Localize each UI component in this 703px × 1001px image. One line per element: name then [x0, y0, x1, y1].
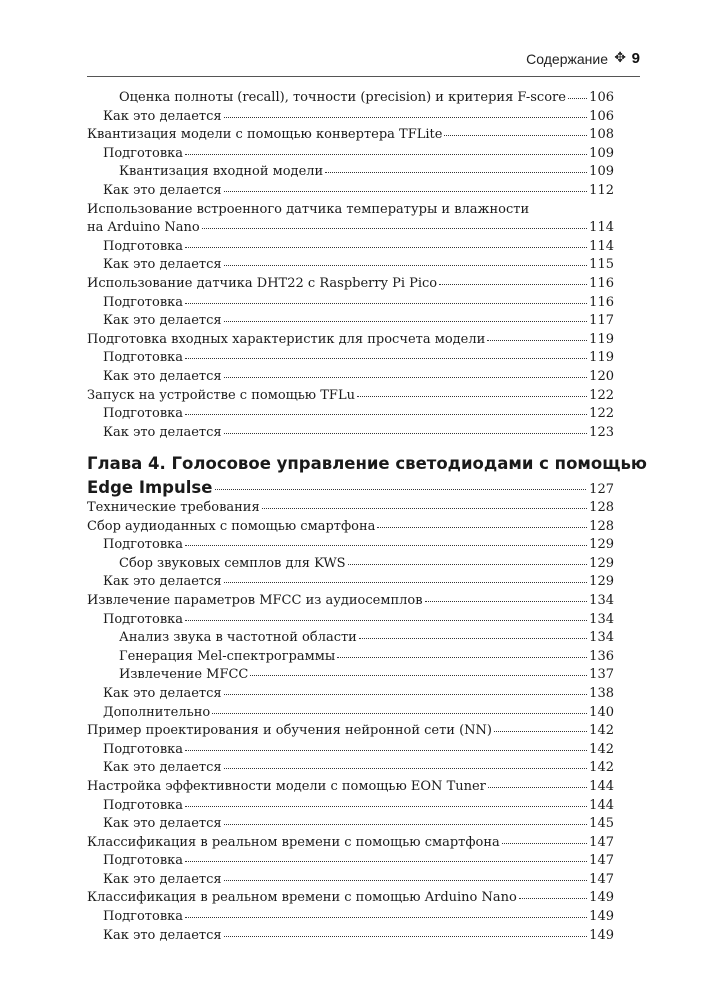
- leader-dots: [488, 787, 587, 788]
- leader-dots: [185, 303, 587, 304]
- toc-entry-page: 128: [589, 500, 614, 515]
- leader-dots: [224, 433, 588, 434]
- toc-entry-page: 120: [589, 368, 614, 384]
- toc-entry-label: Как это делается: [103, 927, 222, 943]
- toc-entry-page: 106: [589, 108, 614, 124]
- toc-entry-page: 122: [589, 387, 614, 403]
- toc-entry-page: 106: [589, 90, 614, 105]
- toc-entry-label: Сбор аудиоданных с помощью смартфона: [87, 518, 376, 534]
- toc-entry-label: Подготовка: [103, 797, 184, 813]
- toc-entry[interactable]: [87, 500, 614, 519]
- leader-dots: [185, 917, 587, 918]
- toc-entry-page: 114: [589, 238, 614, 254]
- toc-entry-label: Подготовка: [103, 238, 184, 254]
- leader-dots: [185, 620, 587, 621]
- toc-entry-label: Подготовка: [103, 853, 184, 869]
- leader-dots: [185, 358, 587, 359]
- leader-dots: [212, 713, 587, 714]
- running-header: [87, 50, 640, 72]
- toc-entry[interactable]: [87, 313, 614, 332]
- leader-dots: [337, 657, 587, 658]
- toc-entry[interactable]: [87, 686, 614, 705]
- toc-entry-page: 142: [589, 723, 614, 739]
- toc-entry-label: Подготовка: [103, 145, 184, 161]
- toc-entry[interactable]: [87, 853, 614, 872]
- leader-dots: [444, 135, 587, 136]
- toc-entry-label: Как это делается: [103, 182, 222, 198]
- toc-entry-page: 140: [589, 704, 614, 720]
- leader-dots: [224, 117, 588, 118]
- leader-dots: [425, 601, 588, 602]
- leader-dots: [502, 843, 587, 844]
- toc-entry-label: Сбор звуковых семплов для KWS: [119, 555, 346, 571]
- leader-dots: [185, 247, 587, 248]
- toc-entry-label: на Arduino Nano: [87, 220, 200, 236]
- toc-entry-label: Подготовка: [103, 741, 184, 757]
- toc-entry-page: 145: [589, 816, 614, 832]
- leader-dots: [250, 675, 587, 676]
- leader-dots: [185, 154, 587, 155]
- toc-entry-page: 109: [589, 164, 614, 180]
- leader-dots: [359, 638, 587, 639]
- toc-entry[interactable]: [87, 593, 614, 612]
- toc-entry-label: Извлечение MFCC: [119, 667, 249, 683]
- leader-dots: [494, 731, 587, 732]
- toc-entry-page: 149: [589, 927, 614, 943]
- toc-entry-label-line1: Использование встроенного датчика температуры и влажности: [87, 201, 530, 217]
- toc-entry-page: 115: [589, 257, 614, 273]
- toc-entry-label: Как это делается: [103, 257, 222, 273]
- toc-entry-label: Как это делается: [103, 424, 222, 440]
- toc-entry[interactable]: [87, 406, 614, 425]
- toc-entry-page: 129: [589, 555, 614, 571]
- leader-dots: [224, 321, 588, 322]
- leader-dots: [185, 414, 587, 415]
- toc-entry[interactable]: [87, 909, 614, 928]
- toc-entry[interactable]: [87, 556, 614, 575]
- toc-entry-label: Как это делается: [103, 108, 222, 124]
- toc-entry[interactable]: [87, 630, 614, 649]
- toc-entry-page: 134: [589, 630, 614, 646]
- chapter-title-line1: Глава 4. Голосовое управление светодиодами с помощью: [87, 454, 647, 473]
- toc-entry-label: Оценка полноты (recall), точности (precision) и критерия F-score: [119, 90, 566, 105]
- toc-entry-label: Подготовка: [103, 406, 184, 422]
- toc-entry[interactable]: [87, 257, 614, 276]
- toc-entry-label: Классификация в реальном времени с помощью смартфона: [87, 834, 500, 850]
- leader-dots: [224, 191, 588, 192]
- toc-entry[interactable]: [87, 779, 614, 798]
- toc-entry-page: 149: [589, 909, 614, 925]
- leader-dots: [325, 172, 587, 173]
- chapter-page: 127: [589, 482, 614, 497]
- toc-entry-label: Как это делается: [103, 313, 222, 329]
- toc-section-1: [87, 90, 614, 443]
- toc-entry[interactable]: [87, 109, 614, 128]
- toc-entry-label: Как это делается: [103, 574, 222, 590]
- chapter-entry[interactable]: [87, 452, 647, 500]
- toc-entry-label: Генерация Mel-спектрограммы: [119, 648, 336, 664]
- toc-entry-page: 137: [589, 667, 614, 683]
- leader-dots: [224, 936, 588, 937]
- leader-dots: [224, 694, 588, 695]
- toc-entry-label: Квантизация модели с помощью конвертера TFLite: [87, 127, 443, 143]
- toc-entry-page: 147: [589, 834, 614, 850]
- toc-entry-label: Как это делается: [103, 871, 222, 887]
- toc-entry-label: Пример проектирования и обучения нейронной сети (NN): [87, 723, 492, 739]
- toc-entry-page: 123: [589, 424, 614, 440]
- toc-entry[interactable]: [87, 332, 614, 351]
- toc-entry[interactable]: [87, 835, 614, 854]
- toc-entry[interactable]: [87, 723, 614, 742]
- toc-entry-page: 128: [589, 518, 614, 534]
- toc-entry[interactable]: [87, 164, 614, 183]
- toc-entry-page: 142: [589, 741, 614, 757]
- toc-entry[interactable]: [87, 705, 614, 724]
- toc-entry-page: 122: [589, 406, 614, 422]
- toc-entry[interactable]: [87, 220, 614, 239]
- toc-entry[interactable]: [87, 146, 614, 165]
- toc-entry-page: 129: [589, 537, 614, 553]
- header-title: Содержание: [526, 51, 608, 67]
- leader-dots: [357, 396, 587, 397]
- leader-dots: [185, 806, 587, 807]
- toc-entry-label: Подготовка: [103, 611, 184, 627]
- toc-entry[interactable]: [87, 369, 614, 388]
- toc-entry-page: 147: [589, 853, 614, 869]
- toc-entry-page: 108: [589, 127, 614, 143]
- toc-entry-page: 129: [589, 574, 614, 590]
- toc-entry[interactable]: [87, 350, 614, 369]
- toc-entry-label: Как это делается: [103, 816, 222, 832]
- leader-dots: [568, 98, 587, 99]
- leader-dots: [185, 861, 587, 862]
- toc-entry[interactable]: [87, 388, 614, 407]
- leader-dots: [224, 377, 588, 378]
- leader-dots: [262, 508, 588, 509]
- toc-entry[interactable]: [87, 798, 614, 817]
- toc-entry-page: 119: [589, 350, 614, 366]
- leader-dots: [224, 768, 588, 769]
- ornament-icon: ✥: [614, 50, 626, 66]
- toc-entry-label: Как это делается: [103, 685, 222, 701]
- leader-dots: [348, 564, 588, 565]
- toc-entry[interactable]: [87, 649, 614, 668]
- toc-entry[interactable]: [87, 760, 614, 779]
- toc-entry-page: 114: [589, 220, 614, 236]
- toc-entry-label: Подготовка: [103, 537, 184, 553]
- toc-entry-label: Дополнительно: [103, 704, 211, 720]
- toc-entry-label: Запуск на устройстве с помощью TFLu: [87, 387, 355, 403]
- toc-entry-page: 144: [589, 778, 614, 794]
- leader-dots: [185, 750, 587, 751]
- toc-entry[interactable]: [87, 928, 614, 947]
- toc-entry-page: 136: [589, 648, 614, 664]
- toc-entry-label: Квантизация входной модели: [119, 164, 324, 180]
- toc-entry-page: 109: [589, 145, 614, 161]
- toc-entry[interactable]: [87, 519, 614, 538]
- toc-entry[interactable]: [87, 890, 614, 909]
- toc-entry[interactable]: [87, 537, 614, 556]
- toc-entry-label: Извлечение параметров MFCC из аудиосемплов: [87, 592, 423, 608]
- toc-entry[interactable]: [87, 127, 614, 146]
- toc-entry-page: 134: [589, 592, 614, 608]
- leader-dots: [377, 527, 587, 528]
- leader-dots: [439, 284, 587, 285]
- toc-entry-label: Подготовка входных характеристик для просчета модели: [87, 331, 486, 347]
- toc-entry[interactable]: [87, 872, 614, 891]
- leader-dots: [487, 340, 587, 341]
- toc-entry-label: Классификация в реальном времени с помощью Arduino Nano: [87, 890, 517, 906]
- toc-entry[interactable]: [87, 574, 614, 593]
- toc-entry-page: 138: [589, 685, 614, 701]
- toc-entry-label: Подготовка: [103, 294, 184, 310]
- toc-entry[interactable]: [87, 742, 614, 761]
- toc-entry-label: Анализ звука в частотной области: [119, 630, 357, 646]
- toc-entry[interactable]: [87, 667, 614, 686]
- leader-dots: [224, 880, 588, 881]
- toc-entry-label: Подготовка: [103, 909, 184, 925]
- page-number: 9: [631, 50, 640, 67]
- toc-entry[interactable]: [87, 295, 614, 314]
- toc-entry-page: 112: [589, 182, 614, 198]
- leader-dots: [215, 489, 586, 490]
- toc-entry-page: 119: [589, 331, 614, 347]
- toc-entry-page: 117: [589, 313, 614, 329]
- toc-entry-page: 134: [589, 611, 614, 627]
- toc-entry[interactable]: [87, 90, 614, 109]
- chapter-title-line2: Edge Impulse: [87, 478, 213, 497]
- leader-dots: [224, 265, 588, 266]
- toc-entry-page: 142: [589, 760, 614, 776]
- toc-entry-label: Подготовка: [103, 350, 184, 366]
- toc-entry[interactable]: [87, 425, 614, 444]
- toc-entry-page: 116: [589, 275, 614, 291]
- toc-entry-label: Технические требования: [87, 500, 260, 515]
- toc-entry[interactable]: [87, 612, 614, 631]
- toc-entry[interactable]: [87, 239, 614, 258]
- leader-dots: [224, 824, 588, 825]
- toc-entry-page: 149: [589, 890, 614, 906]
- header-divider: [87, 76, 640, 77]
- toc-entry-label: Как это делается: [103, 760, 222, 776]
- toc-entry[interactable]: [87, 183, 614, 202]
- leader-dots: [202, 228, 588, 229]
- toc-entry[interactable]: [87, 276, 614, 295]
- toc-entry-label: Как это делается: [103, 368, 222, 384]
- toc-entry[interactable]: [87, 816, 614, 835]
- leader-dots: [224, 582, 588, 583]
- leader-dots: [185, 545, 587, 546]
- toc-entry-page: 147: [589, 871, 614, 887]
- toc-entry-page: 116: [589, 294, 614, 310]
- toc-entry-label: Настройка эффективности модели с помощью EON Tuner: [87, 778, 486, 794]
- toc-entry-label: Использование датчика DHT22 с Raspberry Pi Pico: [87, 275, 438, 291]
- toc-section-2: [87, 500, 614, 946]
- toc-entry-page: 144: [589, 797, 614, 813]
- leader-dots: [519, 898, 587, 899]
